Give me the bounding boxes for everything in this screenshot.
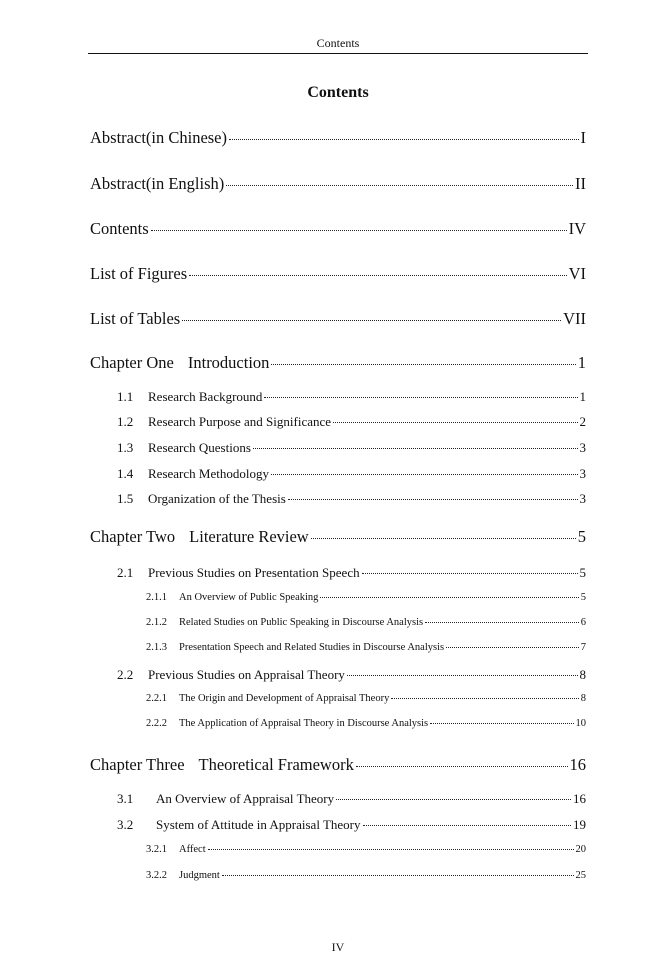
toc-number: 2.1.3	[146, 642, 167, 653]
toc-leader	[430, 723, 573, 724]
toc-number: 3.2.2	[146, 870, 167, 881]
toc-entry-list-of-tables	[90, 309, 586, 329]
toc-leader	[182, 320, 561, 321]
toc-entry-chapter-three	[90, 755, 586, 775]
toc-leader	[151, 230, 567, 231]
page-number: IV	[331, 940, 345, 954]
toc-entry-3-2-1	[146, 844, 586, 855]
toc-label: List of Tables	[90, 309, 181, 328]
toc-label: Introduction	[187, 353, 270, 372]
toc-entry-chapter-one	[90, 353, 586, 373]
toc-number: 2.1.2	[146, 617, 167, 628]
toc-entry-list-of-figures	[90, 264, 586, 284]
toc-leader	[229, 139, 578, 140]
toc-number: 3.1	[117, 791, 134, 806]
toc-entry-2-1-3	[146, 642, 586, 653]
toc-page: 1	[577, 353, 586, 372]
toc-label: Literature Review	[189, 527, 309, 546]
toc-entry-3-1	[117, 791, 586, 807]
toc-entry-1-4	[117, 466, 586, 482]
toc-leader	[311, 538, 576, 539]
toc-label: List of Figures	[90, 264, 188, 283]
toc-label: Presentation Speech and Related Studies in Discourse Analysis	[179, 642, 445, 653]
toc-label: An Overview of Public Speaking	[179, 592, 319, 603]
toc-entry-1-3	[117, 440, 586, 456]
toc-leader	[333, 422, 577, 423]
toc-label: An Overview of Appraisal Theory	[156, 791, 335, 806]
toc-label: Organization of the Thesis	[148, 491, 286, 506]
toc-leader	[222, 875, 574, 876]
toc-label: Previous Studies on Presentation Speech	[148, 565, 360, 580]
toc-page: 8	[579, 667, 586, 682]
toc-number: 1.5	[117, 491, 134, 506]
toc-label: The Origin and Development of Appraisal Theory	[179, 693, 390, 704]
toc-label: Previous Studies on Appraisal Theory	[148, 667, 345, 682]
toc-leader	[271, 474, 578, 475]
toc-number: 3.2.1	[146, 844, 167, 855]
toc-page: 3	[579, 466, 586, 481]
toc-entry-1-1	[117, 389, 586, 405]
running-header: Contents	[316, 36, 360, 50]
toc-number: 2.2.1	[146, 693, 167, 704]
toc-entry-2-2	[117, 667, 586, 683]
toc-page: 20	[575, 844, 586, 855]
toc-page: VII	[563, 309, 586, 328]
toc-leader	[391, 698, 578, 699]
toc-number: 3.2	[117, 817, 134, 832]
toc-label: Research Questions	[148, 440, 251, 455]
toc-entry-3-2-2	[146, 870, 586, 881]
toc-number: 1.4	[117, 466, 134, 481]
toc-page: 19	[573, 817, 586, 832]
toc-number: 1.1	[117, 389, 134, 404]
toc-number: Chapter Three	[90, 755, 185, 774]
toc-label: Affect	[179, 844, 206, 855]
toc-number: 1.3	[117, 440, 134, 455]
toc-entry-abstract-english	[90, 174, 586, 194]
toc-leader	[320, 597, 578, 598]
toc-label: System of Attitude in Appraisal Theory	[156, 817, 361, 832]
toc-page: II	[575, 174, 586, 193]
toc-entry-contents	[90, 219, 586, 239]
toc-page: 5	[580, 592, 586, 603]
toc-page: 8	[580, 693, 586, 704]
toc-entry-2-2-2	[146, 718, 586, 729]
toc-entry-2-1	[117, 565, 586, 581]
toc-number: 2.1	[117, 565, 134, 580]
toc-number: 2.2.2	[146, 718, 167, 729]
toc-page: 5	[577, 527, 586, 546]
toc-title: Contents	[307, 84, 369, 101]
toc-label: Judgment	[179, 870, 220, 881]
toc-page: 1	[579, 389, 586, 404]
toc-number: Chapter One	[90, 353, 174, 372]
toc-number: 1.2	[117, 414, 134, 429]
toc-label: Abstract(in Chinese)	[90, 128, 228, 147]
toc-entry-2-1-1	[146, 592, 586, 603]
toc-page: 3	[579, 491, 586, 506]
toc-page: 3	[579, 440, 586, 455]
toc-leader	[264, 397, 577, 398]
toc-page: 7	[580, 642, 586, 653]
toc-label: Research Methodology	[148, 466, 269, 481]
toc-page: 16	[569, 755, 586, 774]
toc-page: 25	[575, 870, 586, 881]
toc-leader	[362, 573, 578, 574]
toc-leader	[336, 799, 571, 800]
toc-page: VI	[568, 264, 586, 283]
toc-entry-2-2-1	[146, 693, 586, 704]
toc-label: Contents	[90, 219, 149, 238]
toc-leader	[189, 275, 566, 276]
toc-page: 16	[573, 791, 586, 806]
toc-leader	[253, 448, 578, 449]
toc-label: The Application of Appraisal Theory in Discourse Analysis	[179, 718, 429, 729]
toc-page: IV	[568, 219, 586, 238]
toc-number: 2.2	[117, 667, 134, 682]
toc-label: Related Studies on Public Speaking in Discourse Analysis	[179, 617, 424, 628]
toc-leader	[356, 766, 568, 767]
toc-entry-chapter-two	[90, 527, 586, 547]
toc-label: Theoretical Framework	[198, 755, 354, 774]
toc-label: Research Background	[148, 389, 263, 404]
toc-page: 2	[579, 414, 586, 429]
toc-number: 2.1.1	[146, 592, 167, 603]
toc-leader	[226, 185, 573, 186]
toc-leader	[288, 499, 578, 500]
toc-entry-abstract-chinese	[90, 128, 586, 148]
toc-leader	[271, 364, 575, 365]
toc-entry-1-2	[117, 414, 586, 430]
toc-entry-3-2	[117, 817, 586, 833]
toc-leader	[208, 849, 574, 850]
toc-entry-1-5	[117, 491, 586, 507]
toc-page: 6	[580, 617, 586, 628]
toc-page: 5	[579, 565, 586, 580]
header-rule	[88, 53, 588, 54]
toc-leader	[425, 622, 579, 623]
toc-leader	[446, 647, 579, 648]
toc-label: Abstract(in English)	[90, 174, 225, 193]
toc-page: I	[580, 128, 586, 147]
toc-leader	[363, 825, 572, 826]
toc-number: Chapter Two	[90, 527, 176, 546]
toc-page: 10	[575, 718, 586, 729]
toc-leader	[347, 675, 578, 676]
toc-label: Research Purpose and Significance	[148, 414, 332, 429]
toc-entry-2-1-2	[146, 617, 586, 628]
